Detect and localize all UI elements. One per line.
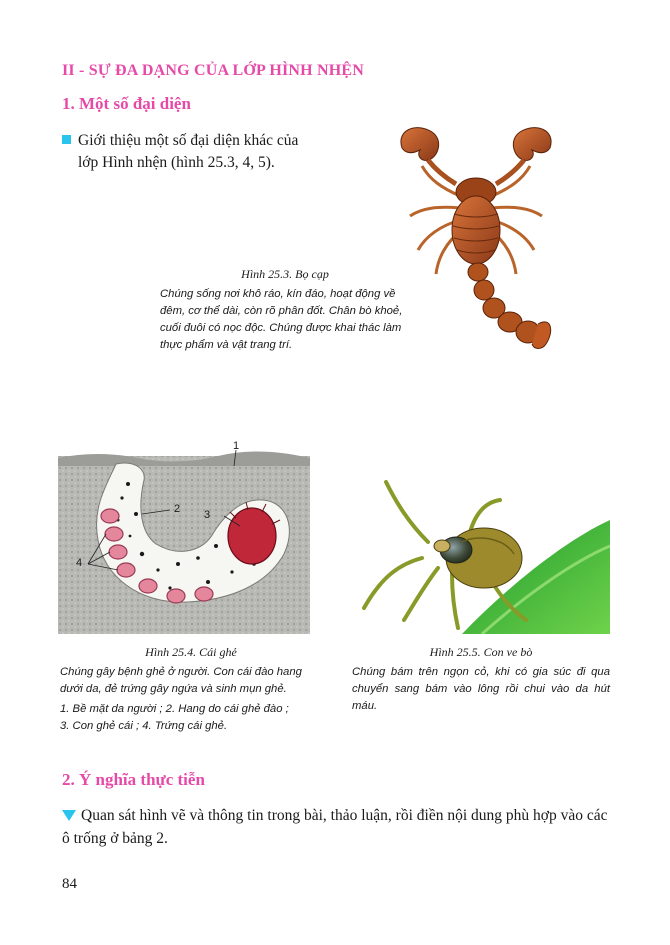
diagram-label-1: 1 (233, 440, 240, 452)
itch-mite-diagram (58, 436, 310, 634)
figure-25-4-description: Chúng gây bệnh ghẻ ở người. Con cái đào hang dưới da, đẻ trứng gây ngứa và sinh mụn ghẻ. (60, 666, 302, 695)
diagram-label-2: 2 (174, 503, 181, 515)
figure-25-5-description: Chúng bám trên ngọn cỏ, khi có gia súc đi qua chuyển sang bám vào lông rồi chui vào da hút máu. (352, 666, 610, 712)
figure-25-5-title: Hình 25.5. Con ve bò (429, 645, 533, 659)
diagram-label-4: 4 (76, 557, 83, 569)
figure-25-3-caption (160, 267, 410, 354)
figure-25-3-description: Chúng sống nơi khô ráo, kín đáo, hoạt động về đêm, cơ thể dài, còn rõ phân đốt. Chân bò khoẻ, cuối đuôi có nọc độc. Chúng được khai thác làm thực phẩm và vật trang trí. (160, 288, 403, 351)
subsection-title-representatives: 1. Một số đại diện (62, 94, 191, 113)
triangle-bullet-icon (62, 810, 76, 821)
figure-25-3-title: Hình 25.3. Bọ cạp (241, 267, 329, 281)
figure-25-4-caption (60, 645, 322, 735)
section-title: II - SỰ ĐA DẠNG CỦA LỚP HÌNH NHỆN (62, 62, 365, 79)
scorpion-illustration (392, 118, 560, 362)
intro-line-2: lớp Hình nhện (hình 25.3, 4, 5). (78, 154, 275, 171)
cattle-tick-illustration (352, 472, 610, 634)
figure-25-5-caption (352, 645, 610, 715)
square-bullet-icon (62, 135, 71, 144)
task-text: Quan sát hình vẽ và thông tin trong bài, thảo luận, rồi điền nội dung phù hợp vào các ô trống ở bảng 2. (62, 807, 608, 847)
diagram-label-3: 3 (204, 509, 211, 521)
intro-line-1: Giới thiệu một số đại diện khác của (78, 132, 299, 149)
figure-25-4-legend-line-2: 3. Con ghẻ cái ; 4. Trứng cái ghẻ. (60, 720, 228, 732)
intro-text (62, 130, 362, 174)
figure-25-4-title: Hình 25.4. Cái ghẻ (145, 645, 237, 659)
task-paragraph (62, 804, 618, 850)
figure-25-4-legend-line-1: 1. Bề mặt da người ; 2. Hang do cái ghẻ đào ; (60, 703, 289, 715)
subsection-title-practical-significance: 2. Ý nghĩa thực tiễn (62, 770, 205, 789)
page-number: 84 (62, 876, 77, 892)
